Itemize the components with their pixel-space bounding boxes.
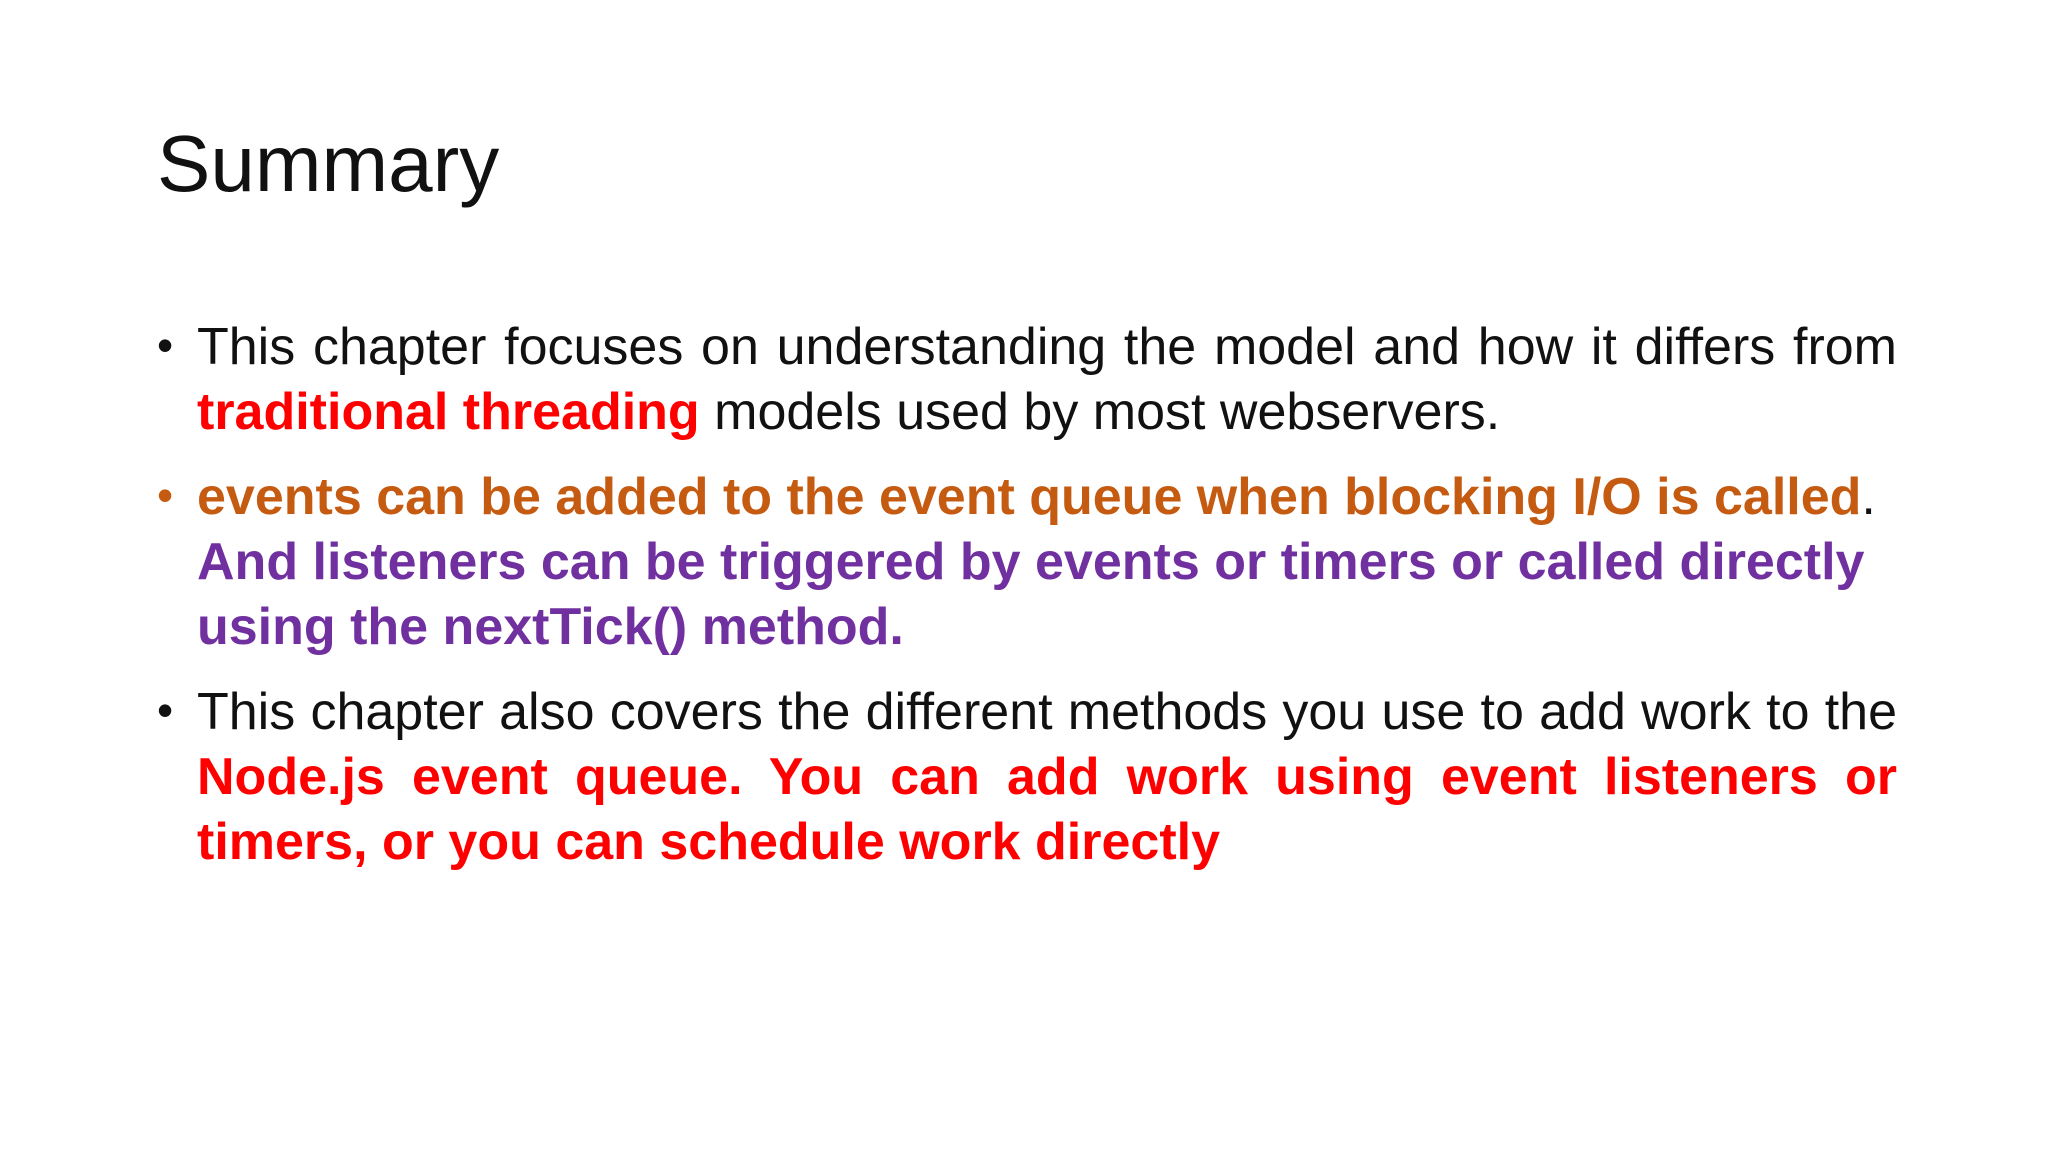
bullet-1-text-end: models used by most webservers. <box>699 383 1501 441</box>
bullet-2-orange-text: events can be added to the event queue when blocking I/O is called <box>197 468 1862 526</box>
bullet-item-2 <box>157 465 1897 660</box>
bullet-1-highlight: traditional threading <box>197 383 700 441</box>
slide-title: Summary <box>157 119 500 208</box>
bullet-dot-icon: • <box>157 684 174 736</box>
bullet-2-period: . <box>1861 468 1876 526</box>
bullet-item-3 <box>157 680 1897 875</box>
bullet-3-text: This chapter also covers the different methods you use to add work to the <box>197 683 1897 741</box>
bullet-2-purple-text: And listeners can be triggered by events or timers or called directly using the nextTick() method. <box>197 533 1865 656</box>
bullet-3-highlight: Node.js event queue. You can add work using event listeners or timers, or you can schedule work directly <box>197 748 1897 871</box>
bullet-dot-icon: • <box>157 319 174 371</box>
bullet-1-text: This chapter focuses on understanding the model and how it differs from <box>197 318 1897 376</box>
bullet-dot-icon: • <box>157 469 174 521</box>
bullet-list <box>157 315 1897 895</box>
bullet-item-1 <box>157 315 1897 445</box>
